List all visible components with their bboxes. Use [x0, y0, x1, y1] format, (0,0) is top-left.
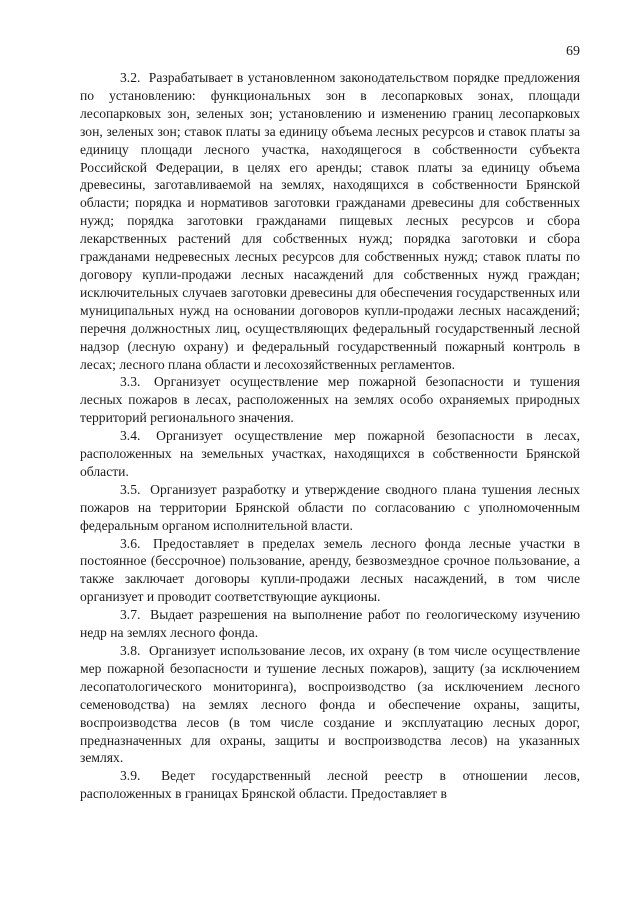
paragraph-3-4 — [80, 427, 580, 481]
paragraph-number: 3.5. — [120, 481, 141, 497]
paragraph-text: Выдает разрешения на выполнение работ по геологическому изучению недр на землях лесного фонда. — [80, 607, 580, 641]
document-body — [80, 69, 580, 803]
paragraph-text: Разрабатывает в установленном законодательством порядке предложения по установлению: функциональных зон в лесопарковых зонах, площади лесопарковых зон, зеленых зон; установлению и изменению границ лесопарковых зон, зеленых зон; ставок платы за единицу объема лесных ресурсов и ставок платы за единицу площади лесного участка, находящегося в собственности субъекта Российской Федерации, в целях его аренды; ставок платы за единицу объема древесины, заготавливаемой на землях, находящихся в собственности Брянской области; порядка и нормативов заготовки гражданами древесины для собственных нужд; порядка заготовки гражданами пищевых лесных ресурсов и сбора лекарственных растений для собственных нужд; порядка заготовки и сбора гражданами недревесных лесных ресурсов для собственных нужд; ставок платы по договору купли-продажи лесных насаждений для собственных нужд граждан; исключительных случаев заготовки древесины для обеспечения государственных или муниципальных нужд на основании договоров купли-продажи лесных насаждений; перечня должностных лиц, осуществляющих федеральный государственный лесной надзор (лесную охрану) и федеральный государственный пожарный контроль в лесах; лесного плана области и лесохозяйственных регламентов. — [80, 70, 580, 372]
paragraph-number: 3.2. — [120, 70, 141, 85]
paragraph-text: Организует осуществление мер пожарной безопасности в лесах, расположенных на земельных участках, находящихся в собственности Брянской области. — [80, 428, 581, 479]
paragraph-text: Организует осуществление мер пожарной безопасности и тушения лесных пожаров в лесах, расположенных на землях особо охраняемых природных территорий регионального значения. — [80, 374, 580, 426]
paragraph-number: 3.4. — [120, 428, 141, 444]
paragraph-number: 3.3. — [120, 374, 141, 390]
paragraph-3-6 — [80, 535, 580, 607]
paragraph-3-5 — [80, 481, 580, 535]
paragraph-3-9 — [80, 767, 580, 803]
page-number: 69 — [566, 44, 580, 59]
paragraph-3-8 — [80, 642, 580, 767]
paragraph-text: Ведет государственный лесной реестр в отношении лесов, расположенных в границах Брянской области. Предоставляет в — [80, 768, 580, 802]
paragraph-3-2 — [80, 69, 580, 373]
paragraph-number: 3.7. — [120, 607, 141, 623]
paragraph-text: Организует разработку и утверждение сводного плана тушения лесных пожаров на территории Брянской области по согласованию с уполномоченным федеральным органом исполнительной власти. — [80, 481, 580, 533]
paragraph-number: 3.6. — [120, 535, 141, 551]
paragraph-text: Предоставляет в пределах земель лесного фонда лесные участки в постоянное (бессрочное) пользование, аренду, безвозмездное срочное пользование, а также заключает договоры купли-продажи лесных насаждений, в том числе организует и проводит соответствующие аукционы. — [80, 535, 580, 605]
paragraph-number: 3.9. — [120, 768, 141, 784]
paragraph-3-7 — [80, 606, 580, 642]
paragraph-3-3 — [80, 373, 580, 427]
paragraph-number: 3.8. — [120, 643, 141, 658]
paragraph-text: Организует использование лесов, их охрану (в том числе осуществление мер пожарной безопасности и тушение лесных пожаров), защиту (за исключением лесопатологического мониторинга), воспроизводство (за исключением лесного семеноводства) на землях лесного фонда и обеспечение охраны, защиты, воспроизводства лесов (в том числе создание и эксплуатацию лесных дорог, предназначенных для охраны, защиты и воспроизводства лесов) на указанных землях. — [80, 643, 580, 766]
